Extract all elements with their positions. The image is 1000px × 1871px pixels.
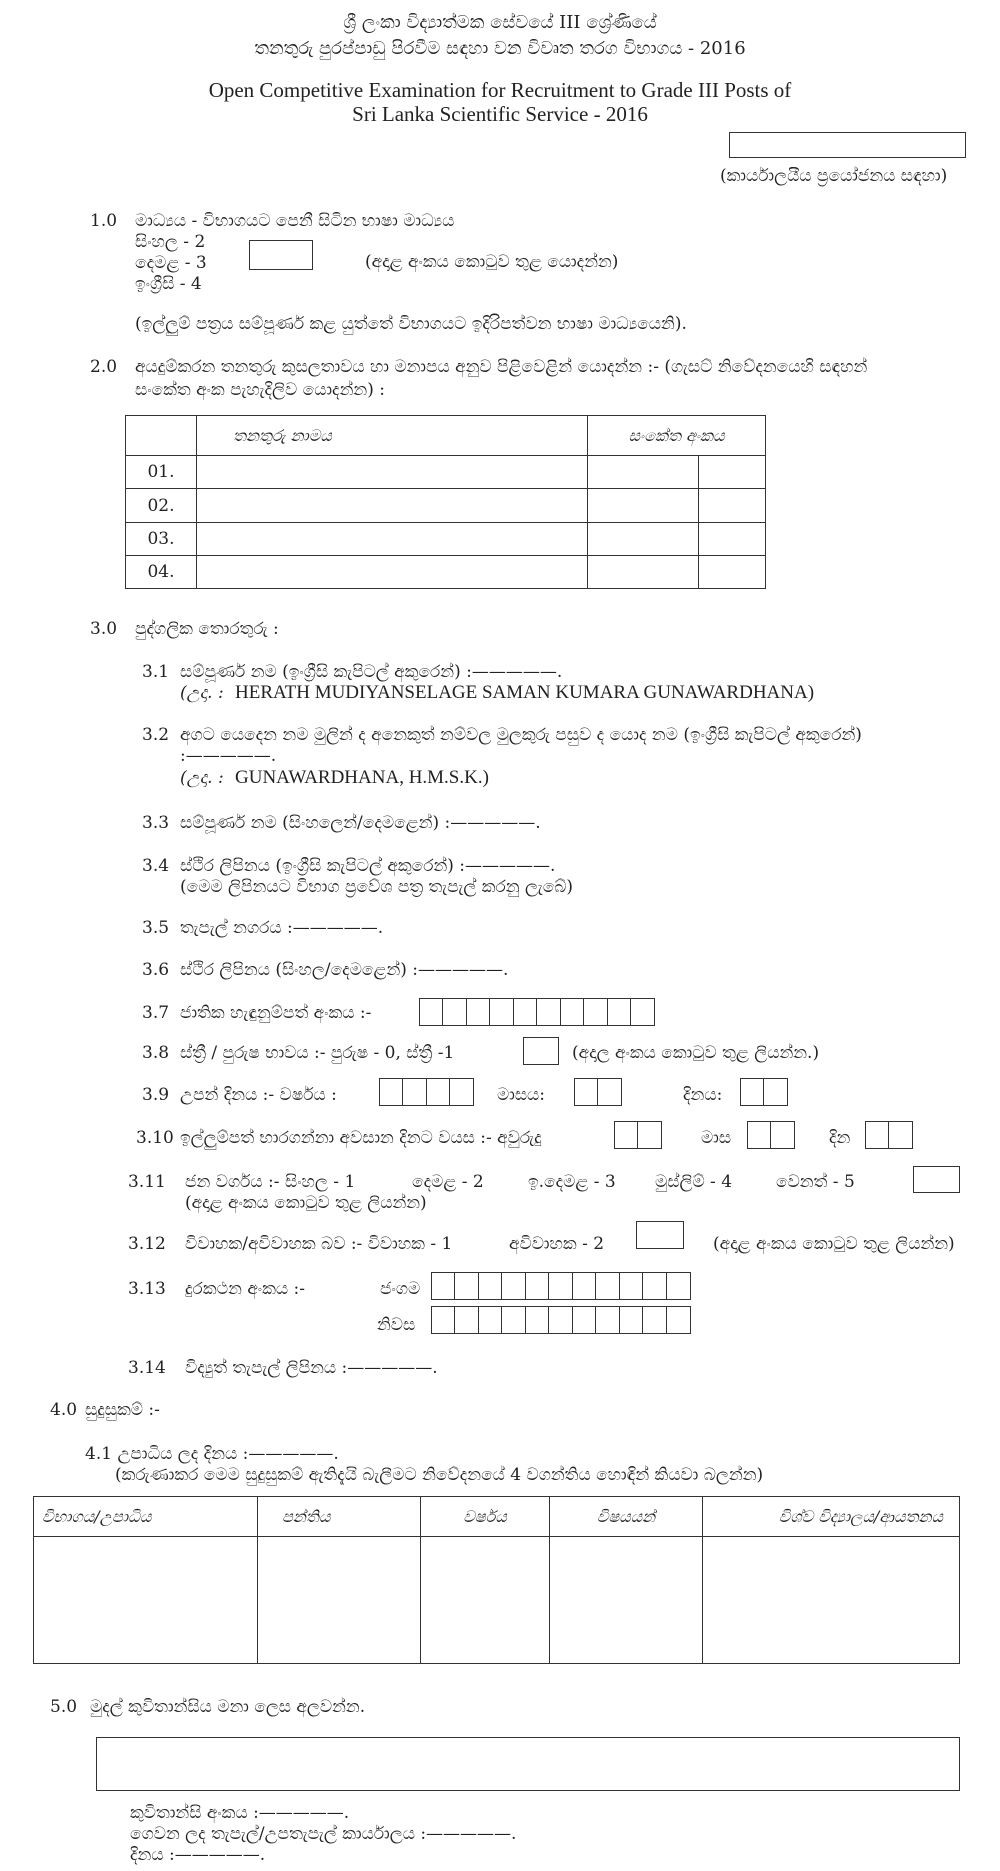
receipt-number-label[interactable]: කුවිතාන්සි අංකය :—————. [130, 1803, 350, 1823]
age-years-boxes[interactable] [615, 1121, 662, 1149]
age-months-digit-box[interactable] [747, 1121, 772, 1149]
field-3-9-day-label: දිනය: [683, 1085, 723, 1105]
qualification-year-input[interactable] [421, 1537, 550, 1664]
birth-year-boxes[interactable] [380, 1078, 474, 1106]
field-3-2-label: අගට යෙදෙන නම මුලින් ද අනෙකුත් නම්වල මුලකුරු පසුව ද යොද නම (ඉංග්‍රීසි කැපිටල් අකුරෙන්) [180, 725, 862, 745]
field-3-10-month-label: මාස [701, 1128, 732, 1148]
post-code-input-3a[interactable] [588, 523, 699, 556]
field-3-12-label: විවාහක/අවිවාහක බව :- විවාහක - 1 [185, 1234, 453, 1254]
nic-digit-box[interactable] [630, 998, 655, 1026]
nic-digit-box[interactable] [536, 998, 561, 1026]
phone-mobile-digit-box[interactable] [595, 1272, 620, 1300]
field-3-9-month-label: මාසය: [497, 1085, 545, 1105]
birth-year-digit-box[interactable] [449, 1078, 474, 1106]
birth-year-digit-box[interactable] [426, 1078, 451, 1106]
post-code-input-2a[interactable] [588, 489, 699, 523]
birth-year-digit-box[interactable] [402, 1078, 427, 1106]
post-name-input-3[interactable] [197, 523, 588, 556]
qualifications-header-year: වර්ෂය [421, 1497, 550, 1537]
birth-month-digit-box[interactable] [574, 1078, 599, 1106]
birth-year-digit-box[interactable] [379, 1078, 404, 1106]
field-3-1-number: 3.1 [142, 662, 170, 682]
field-3-6-number: 3.6 [142, 960, 170, 980]
posts-table-row-number: 04. [126, 556, 197, 589]
nic-digit-box[interactable] [583, 998, 608, 1026]
field-3-12-instruction: (අදාළ අංකය කොටුව තුළ ලියන්න) [713, 1234, 955, 1254]
field-3-2-example: GUNAWARDHANA, H.M.S.K.) [235, 767, 489, 788]
payment-date-label[interactable]: දිනය :—————. [130, 1845, 266, 1865]
posts-table-header-code: සංකේත අංකය [588, 416, 766, 456]
ethnicity-option-other: වෙනත් - 5 [776, 1172, 855, 1192]
posts-table [125, 415, 766, 589]
phone-home-label: නිවස [377, 1315, 416, 1335]
header-english-line1: Open Competitive Examination for Recruitment to Grade III Posts of [208, 78, 792, 102]
phone-home-digit-box[interactable] [548, 1306, 573, 1334]
post-code-input-4a[interactable] [588, 556, 699, 589]
phone-mobile-digit-box[interactable] [478, 1272, 503, 1300]
qualification-exam-input[interactable] [34, 1537, 258, 1664]
phone-mobile-digit-box[interactable] [642, 1272, 667, 1300]
age-months-digit-box[interactable] [770, 1121, 795, 1149]
section-4-title: සුදුසුකම් :- [85, 1400, 160, 1420]
field-3-2-input-line[interactable]: :—————. [180, 746, 277, 766]
age-years-digit-box[interactable] [614, 1121, 639, 1149]
phone-mobile-digit-box[interactable] [572, 1272, 597, 1300]
age-days-digit-box[interactable] [865, 1121, 890, 1149]
section-3-number: 3.0 [90, 619, 118, 639]
field-3-6-label[interactable]: ස්ථිර ලිපිනය (සිංහල/දෙමළෙන්) :—————. [180, 960, 509, 980]
medium-note: (ඉල්ලුම් පත්‍රය සම්පූර්ණ කළ යුත්තේ විභාගයට ඉදිරිපත්වන භාෂා මාධ්‍යයෙනි). [135, 314, 687, 334]
phone-mobile-digit-box[interactable] [431, 1272, 456, 1300]
field-3-3-number: 3.3 [142, 813, 170, 833]
field-4-1-label[interactable]: 4.1 උපාධිය ලද දිනය :—————. [85, 1444, 339, 1464]
field-3-1-example-label: (උදා. : [180, 683, 224, 703]
ethnicity-option-muslim: මුස්ලිම් - 4 [655, 1172, 733, 1192]
field-3-1-example: HERATH MUDIYANSELAGE SAMAN KUMARA GUNAWARDHANA) [235, 682, 815, 703]
qualifications-table [33, 1496, 960, 1664]
field-3-11-number: 3.11 [128, 1172, 166, 1192]
office-use-label: (කාර්යාලයීය ප්‍රයෝජනය සඳහා) [720, 166, 948, 186]
ethnicity-option-indian-tamil: ඉ.දෙමළ - 3 [528, 1172, 616, 1192]
post-code-input-2b[interactable] [699, 489, 766, 523]
medium-option-english: ඉංග්‍රීසි - 4 [135, 274, 202, 294]
posts-table-row-number: 03. [126, 523, 197, 556]
phone-mobile-digit-box[interactable] [666, 1272, 691, 1300]
phone-mobile-digit-box[interactable] [548, 1272, 573, 1300]
phone-home-digit-box[interactable] [619, 1306, 644, 1334]
qualifications-header-university: විශ්ව විද්‍යාලය/ආයතනය [703, 1497, 960, 1537]
phone-mobile-boxes[interactable] [432, 1272, 691, 1300]
nic-digit-box[interactable] [419, 998, 444, 1026]
post-name-input-1[interactable] [197, 456, 588, 489]
post-code-input-3b[interactable] [699, 523, 766, 556]
field-3-13-number: 3.13 [128, 1279, 166, 1299]
section-1-number: 1.0 [90, 211, 118, 231]
age-months-boxes[interactable] [748, 1121, 795, 1149]
field-3-5-number: 3.5 [142, 918, 170, 938]
phone-home-digit-box[interactable] [454, 1306, 479, 1334]
field-3-14-number: 3.14 [128, 1358, 166, 1378]
field-3-10-number: 3.10 [136, 1128, 174, 1148]
qualification-university-input[interactable] [703, 1537, 960, 1664]
section-3-title: පුද්ගලික තොරතුරු : [135, 619, 279, 639]
marital-option-unmarried: අවිවාහක - 2 [509, 1234, 605, 1254]
age-years-digit-box[interactable] [637, 1121, 662, 1149]
section-4-number: 4.0 [50, 1400, 78, 1420]
nic-digit-box[interactable] [466, 998, 491, 1026]
qualification-subjects-input[interactable] [550, 1537, 703, 1664]
field-3-11-label: ජන වර්ගය :- [185, 1172, 280, 1192]
field-3-4-note: (මෙම ලිපිනයට විභාග ප්‍රවේශ පත්‍ර තැපැල් කරනු ලැබේ) [180, 877, 574, 897]
field-3-8-number: 3.8 [142, 1043, 170, 1063]
posts-table-header-blank [126, 416, 197, 456]
qualifications-header-class: පන්තිය [258, 1497, 421, 1537]
field-3-14-label[interactable]: විද්‍යුත් තැපැල් ලිපිනය :—————. [185, 1358, 438, 1378]
field-3-3-label[interactable]: සම්පූර්ණ නම (සිංහලෙන්/දෙමළෙන්) :—————. [180, 813, 541, 833]
receipt-paste-box[interactable] [96, 1737, 960, 1791]
section-2-text-line2: සංකේත අංක පැහැදිලිව යොදන්න) : [135, 380, 385, 400]
field-3-10-label: ඉල්ලුම්පත් භාරගන්නා අවසාන දිනට වයස :- අවුරුදු [180, 1128, 542, 1148]
qualifications-header-subjects: විෂයයන් [550, 1497, 703, 1537]
phone-mobile-label: ජංගම [380, 1279, 421, 1299]
phone-home-digit-box[interactable] [666, 1306, 691, 1334]
field-3-8-label: ස්ත්‍රී / පුරුෂ භාවය :- පුරුෂ - 0, ස්ත්‍රී -1 [180, 1043, 455, 1063]
post-code-input-1b[interactable] [699, 456, 766, 489]
qualifications-header-exam: විභාගය/උපාධිය [34, 1497, 258, 1537]
field-3-5-label[interactable]: තැපැල් නගරය :—————. [180, 918, 384, 938]
office-use-box[interactable] [729, 132, 966, 158]
field-3-4-number: 3.4 [142, 856, 170, 876]
post-code-input-1a[interactable] [588, 456, 699, 489]
field-3-2-number: 3.2 [142, 725, 170, 745]
medium-option-sinhala: සිංහල - 2 [135, 232, 206, 252]
field-4-1-note: (කරුණාකර මෙම සුදුසුකම් ඇතිදැයි බැලීමට නිවේදනයේ 4 වගන්තිය හොඳින් කියවා බලන්න) [115, 1465, 764, 1485]
phone-mobile-digit-box[interactable] [454, 1272, 479, 1300]
section-2-number: 2.0 [90, 357, 118, 377]
phone-home-digit-box[interactable] [572, 1306, 597, 1334]
birth-day-boxes[interactable] [741, 1078, 788, 1106]
field-3-12-number: 3.12 [128, 1234, 166, 1254]
phone-mobile-digit-box[interactable] [501, 1272, 526, 1300]
posts-table-row-number: 02. [126, 489, 197, 523]
post-code-input-4b[interactable] [699, 556, 766, 589]
gender-input-box[interactable] [523, 1037, 559, 1065]
phone-home-digit-box[interactable] [431, 1306, 456, 1334]
ethnicity-option-sinhala: සිංහල - 1 [285, 1172, 356, 1192]
phone-home-digit-box[interactable] [525, 1306, 550, 1334]
phone-home-digit-box[interactable] [642, 1306, 667, 1334]
field-3-8-instruction: (අදාල අංකය කොටුව තුළ ලියන්න.) [572, 1043, 820, 1063]
phone-mobile-digit-box[interactable] [525, 1272, 550, 1300]
field-3-9-number: 3.9 [142, 1085, 170, 1105]
birth-month-boxes[interactable] [575, 1078, 622, 1106]
post-name-input-2[interactable] [197, 489, 588, 523]
section-5-title: මුදල් කුවිතාන්සිය මනා ලෙස අලවන්න. [90, 1697, 366, 1717]
field-3-7-label: ජාතික හැඳුනුම්පත් අංකය :- [180, 1003, 372, 1023]
field-3-10-day-label: දින [829, 1128, 851, 1148]
birth-day-digit-box[interactable] [763, 1078, 788, 1106]
header-sinhala-line1: ශ්‍රී ලංකා විද්‍යාත්මක සේවයේ III ශ්‍රේණියේ [343, 12, 657, 33]
ethnicity-input-box[interactable] [913, 1166, 960, 1193]
phone-home-digit-box[interactable] [501, 1306, 526, 1334]
field-3-2-example-label: (උදා. : [180, 768, 224, 788]
posts-table-header-post-name: තනතුරු නාමය [197, 416, 588, 456]
phone-home-digit-box[interactable] [478, 1306, 503, 1334]
marital-status-input-box[interactable] [636, 1221, 684, 1249]
field-3-11-instruction: (අදාළ අංකය කොටුව තුළ ලියන්න) [185, 1193, 427, 1213]
post-office-label[interactable]: ගෙවන ලද තැපැල්/උපතැපැල් කාර්යාලය :—————. [130, 1824, 517, 1844]
section-1-title: මාධ්‍යය - විභාගයට පෙනී සිටින භාෂා මාධ්‍යය [135, 211, 455, 231]
nic-digit-box[interactable] [489, 998, 514, 1026]
age-days-digit-box[interactable] [888, 1121, 913, 1149]
nic-digit-box[interactable] [442, 998, 467, 1026]
post-name-input-4[interactable] [197, 556, 588, 589]
age-days-boxes[interactable] [866, 1121, 913, 1149]
ethnicity-option-tamil: දෙමළ - 2 [412, 1172, 484, 1192]
phone-mobile-digit-box[interactable] [619, 1272, 644, 1300]
medium-option-tamil: දෙමළ - 3 [135, 253, 207, 273]
nic-digit-box[interactable] [513, 998, 538, 1026]
field-3-7-number: 3.7 [142, 1003, 170, 1023]
header-sinhala-line2: තනතුරු පුරප්පාඩු පිරවීම සඳහා වන විවෘත තරග විභාගය - 2016 [254, 38, 746, 59]
field-3-13-label: දුරකථන අංකය :- [185, 1279, 306, 1299]
phone-home-boxes[interactable] [432, 1306, 691, 1334]
posts-table-row-number: 01. [126, 456, 197, 489]
medium-input-box[interactable] [249, 240, 313, 270]
birth-month-digit-box[interactable] [597, 1078, 622, 1106]
phone-home-digit-box[interactable] [595, 1306, 620, 1334]
header-english-line2: Sri Lanka Scientific Service - 2016 [352, 102, 648, 126]
field-3-1-label[interactable]: සම්පූර්ණ නම (ඉංග්‍රීසි කැපිටල් අකුරෙන්) :—————. [180, 662, 563, 682]
birth-day-digit-box[interactable] [740, 1078, 765, 1106]
qualification-class-input[interactable] [258, 1537, 421, 1664]
nic-digit-box[interactable] [607, 998, 632, 1026]
nic-digit-box[interactable] [560, 998, 585, 1026]
section-5-number: 5.0 [50, 1697, 78, 1717]
field-3-9-label: උපන් දිනය :- වර්ෂය : [180, 1085, 337, 1105]
section-2-text-line1: අයදුම්කරන තනතුරු කුසලතාවය හා මනාපය අනුව පිළිවෙළින් යොදන්න :- (ගැසට් නිවේදනයෙහි සඳහන් [135, 357, 868, 377]
medium-instruction: (අදාළ අංකය කොටුව තුළ යොදන්න) [365, 252, 619, 272]
nic-number-boxes[interactable] [420, 998, 655, 1026]
field-3-4-label[interactable]: ස්ථිර ලිපිනය (ඉංග්‍රීසි කැපිටල් අකුරෙන්) :—————. [180, 856, 556, 876]
